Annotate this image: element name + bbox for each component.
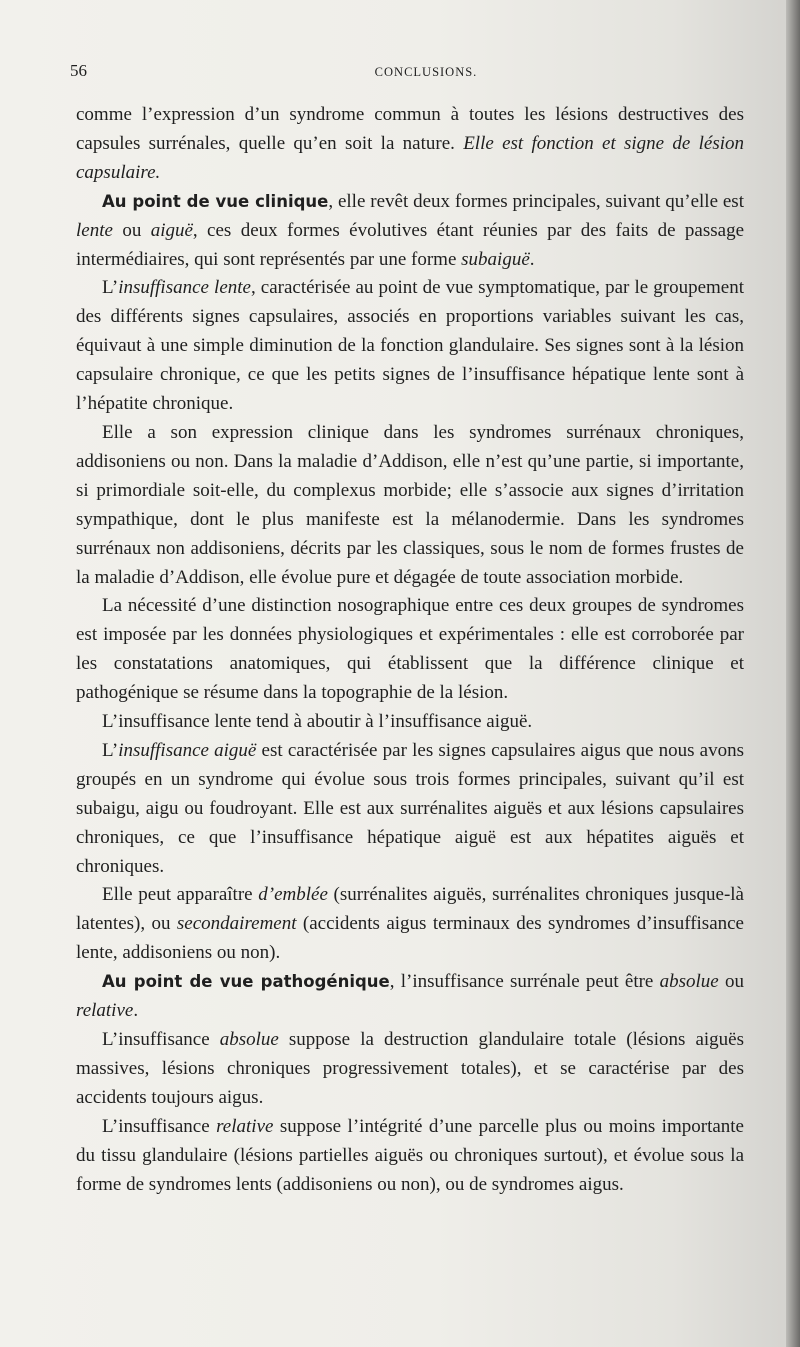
text-segment: L’insuffisance [102,1115,217,1137]
italic-segment: subaiguë [461,248,530,270]
text-segment: La nécessité d’une distinction nosographique entre ces deux groupes de syndromes est imposée par les données physiologiques et expérimentales : elle est corroborée par les constatations anatomiques, qui établissent que la différence clinique et pathogénique se résume dans la topographie de la lésion. [76,595,744,704]
text-segment: . [133,1000,139,1022]
text-segment: ou [112,219,151,241]
text-segment: Elle a son expression clinique dans les syndromes surrénaux chroniques, addisoniens ou non. Dans la maladie d’Addison, elle n’est qu’une partie, si importante, si primordiale soit-elle, du complexus morbide; elle s’associe aux signes d’irritation sympathique, dont le plus manifeste est la mélanodermie. Dans les syndromes surrénaux non addisoniens, décrits par les classiques, sous le nom de formes frustes de la maladie d’Addison, elle évolue pure et dégagée de toute association morbide. [76,421,744,588]
italic-segment: absolue [219,1029,279,1050]
text-segment: est caractérisée par les signes capsulaires aigus que nous avons groupés en un syndrome qui évolue sous trois formes principales, suivant qu’il est subaigu, aigu ou foudroyant. Elle est aux surrénalites aiguës et aux lésions capsulaires chroniques, ce que l’insuffisance hépatique aiguë est aux hépatites aiguës et chroniques. [76,739,744,877]
italic-segment: lente [76,219,113,241]
paragraph-insuffisance-lente [76,274,744,419]
italic-segment: relative [216,1115,274,1137]
text-segment: , caractérisée au point de vue symptomatique, par le groupement des différents signes capsulaires, associés en proportions variables suivant les cas, équivaut à une simple diminution de la fonction glandulaire. Ses signes sont à la lésion capsulaire chronique, ce que les petits signes de l’insuffisance hépatique lente sont à l’hépatite chronique. [76,277,744,415]
paragraph-expression-clinique [76,419,744,592]
text-segment: , elle revêt deux formes principales, suivant qu’elle est [328,190,744,212]
text-segment: L’insuffisance [102,1029,220,1050]
bold-lead: Au point de vue clinique [102,191,329,211]
text-segment: Elle peut apparaître [102,884,259,906]
text-segment: L’ [102,277,119,299]
italic-segment: insuffisance lente [118,277,251,299]
page-edge-shadow [786,0,800,1347]
running-title: CONCLUSIONS. [374,65,478,79]
page-number: 56 [70,61,87,80]
italic-segment: absolue [659,971,719,993]
bold-lead: Au point de vue pathogénique [102,972,390,992]
paragraph-insuffisance-aigue [76,737,744,882]
text-segment: L’ [102,739,119,761]
italic-segment: d’emblée [258,884,328,906]
text-segment: , l’insuffisance surrénale peut être [389,971,660,993]
paragraph-tend-a-aboutir [76,708,744,737]
text-segment: suppose la destruction glandulaire totale (lésions aiguës massives, lésions chroniques progressivement totales), et se caractérise par des accidents toujours aigus. [76,1029,744,1108]
page-header [70,61,742,85]
text-segment: comme l’expression d’un syndrome commun à toutes les lésions destructives des capsules surrénales, quelle qu’en soit la nature. [76,104,744,154]
paragraph-relative [76,1113,744,1200]
italic-segment: insuffisance aiguë [118,739,257,761]
text-segment: , ces deux formes évolutives étant réunies par des faits de passage intermédiaires, qui sont représentés par une forme [76,219,744,270]
paragraph-pathogenique [76,968,744,1026]
italic-segment: aiguë [150,219,193,241]
paragraph-continuation [76,101,744,188]
text-segment: suppose l’intégrité d’une parcelle plus ou moins importante du tissu glandulaire (lésions partielles aiguës ou chroniques surtout), et évolue sous la forme de syndromes lents (addisoniens ou non), ou de syndromes aigus. [76,1115,744,1195]
text-segment: L’insuffisance lente tend à aboutir à l’insuffisance aiguë. [102,711,533,733]
italic-segment: Elle est fonction et signe de lésion capsulaire. [76,132,744,183]
paragraph-apparaitre [76,881,744,968]
italic-segment: relative [76,1000,134,1022]
italic-segment: secondairement [176,913,297,935]
text-segment: (surrénalites aiguës, surrénalites chroniques jusque-là latentes), ou [76,884,744,935]
paragraph-necessite [76,592,744,708]
text-segment: . [529,248,535,270]
paragraph-clinique [76,188,744,275]
text-segment: ou [718,971,744,993]
body-text [76,101,744,1199]
text-segment: (accidents aigus terminaux des syndromes d’insuffisance lente, addisoniens ou non). [76,913,744,964]
paragraph-absolue [76,1026,744,1113]
